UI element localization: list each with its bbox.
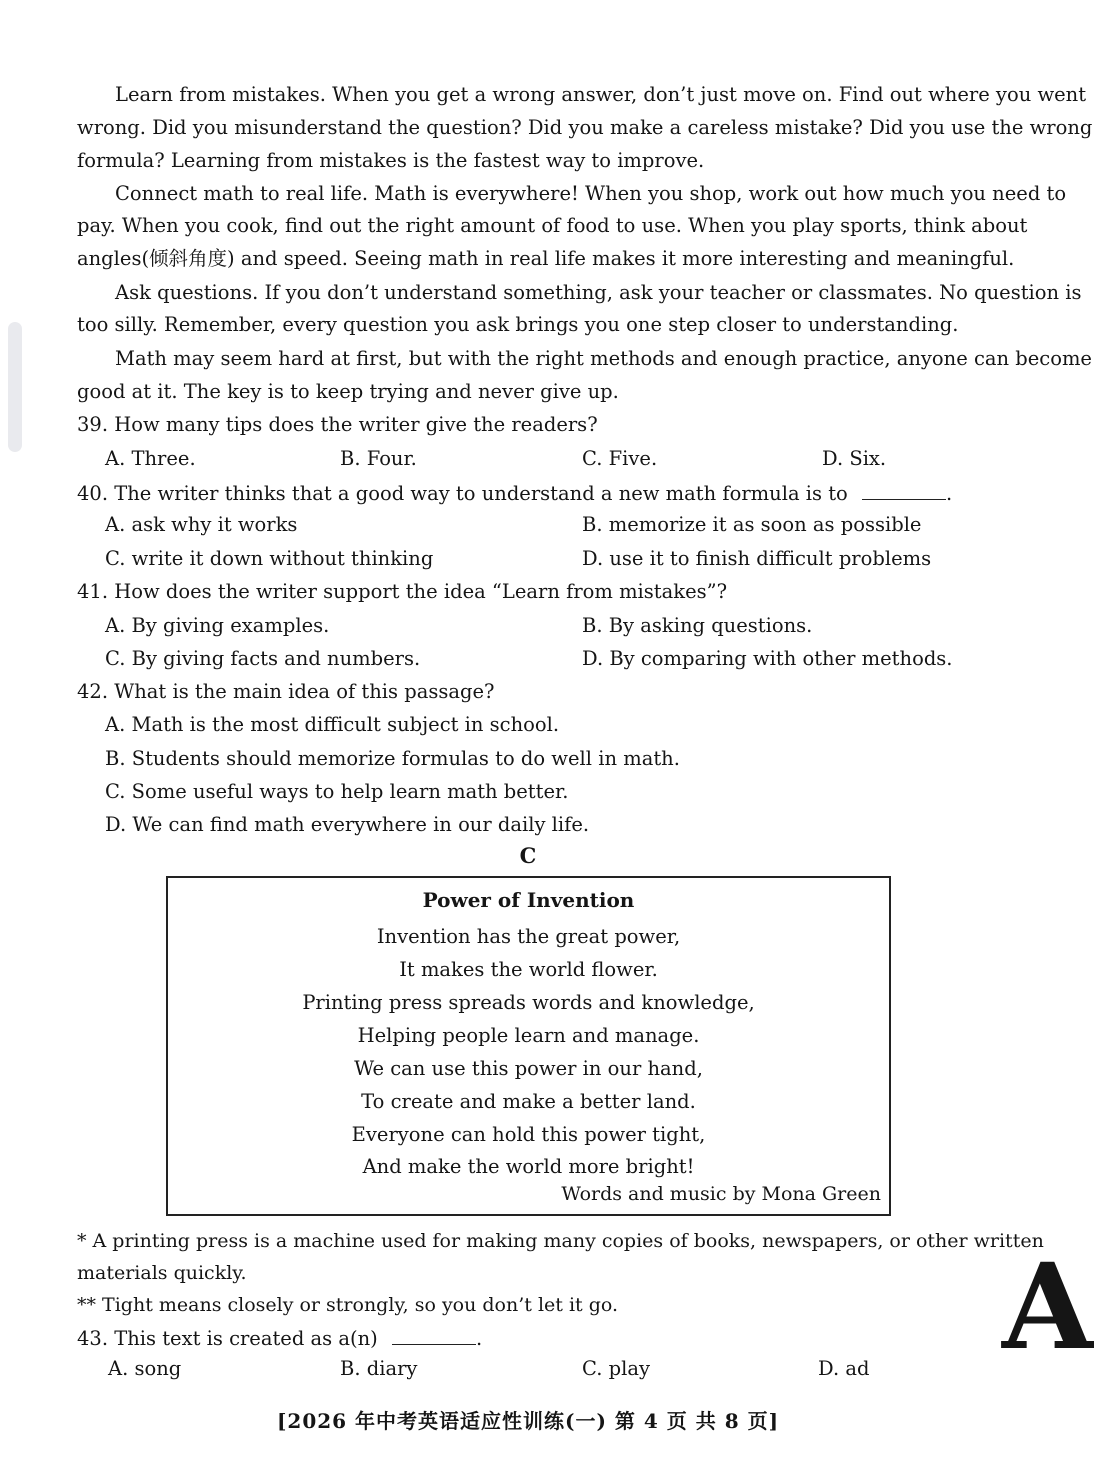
passage-line: wrong. Did you misunderstand the question? Did you make a careless mistake? Did you use the wrong [77,116,1093,139]
option-42c: C. Some useful ways to help learn math better. [105,780,569,803]
footnote-printing-press-cont: materials quickly. [77,1262,247,1284]
answer-blank [862,479,946,500]
scroll-indicator [8,322,22,452]
passage-line: pay. When you cook, find out the right amount of food to use. When you play sports, think about [77,214,1028,237]
poem-line: To create and make a better land. [361,1090,696,1113]
answer-blank [392,1324,476,1345]
passage-line: formula? Learning from mistakes is the fastest way to improve. [77,149,705,172]
passage-line: angles(倾斜角度) and speed. Seeing math in real life makes it more interesting and meaningful. [77,247,1015,270]
option-39a: A. Three. [105,447,196,470]
question-43-end: . [475,1327,483,1350]
option-43b: B. diary [340,1357,418,1380]
option-40c: C. write it down without thinking [105,547,434,570]
question-40-end: . [946,482,953,505]
passage-line: Ask questions. If you don’t understand something, ask your teacher or classmates. No question is [115,281,1082,304]
poem-line: Printing press spreads words and knowledge, [302,991,755,1014]
poem-box [166,876,891,1216]
option-39c: C. Five. [582,447,658,470]
passage-line: good at it. The key is to keep trying and never give up. [77,380,619,403]
option-40a: A. ask why it works [105,513,298,536]
passage-line: Connect math to real life. Math is everywhere! When you shop, work out how much you need to [115,182,1067,205]
option-41b: B. By asking questions. [582,614,813,637]
option-40d: D. use it to finish difficult problems [582,547,932,570]
poem-line: And make the world more bright! [362,1155,695,1178]
question-42: 42. What is the main idea of this passage? [77,680,495,703]
passage-line: too silly. Remember, every question you ask brings you one step closer to understanding. [77,313,959,336]
passage-line: Learn from mistakes. When you get a wrong answer, don’t just move on. Find out where you went [115,83,1087,106]
option-42b: B. Students should memorize formulas to do well in math. [105,747,680,770]
poem-line: We can use this power in our hand, [354,1057,703,1080]
poem-title: Power of Invention [422,888,635,912]
option-40b: B. memorize it as soon as possible [582,513,922,536]
poem-line: Everyone can hold this power tight, [351,1123,706,1146]
page-footer: [2026 年中考英语适应性训练(一) 第 4 页 共 8 页] [276,1409,780,1433]
answer-letter-mark: A [1002,1237,1094,1376]
footnote-tight: ** Tight means closely or strongly, so you don’t let it go. [77,1294,618,1316]
question-39: 39. How many tips does the writer give the readers? [77,413,598,436]
passage-line: Math may seem hard at first, but with the right methods and enough practice, anyone can become [115,347,1092,370]
option-43c: C. play [582,1357,650,1380]
poem-line: It makes the world flower. [399,958,658,981]
question-41: 41. How does the writer support the idea “Learn from mistakes”? [77,580,728,603]
poem-line: Invention has the great power, [376,925,681,948]
section-label: C [519,843,537,868]
option-42d: D. We can find math everywhere in our daily life. [105,813,590,836]
footnote-printing-press: * A printing press is a machine used for making many copies of books, newspapers, or other written [77,1230,1044,1252]
option-41d: D. By comparing with other methods. [582,647,953,670]
option-43a: A. song [108,1357,182,1380]
option-39b: B. Four. [340,447,417,470]
question-40-stem: 40. The writer thinks that a good way to understand a new math formula is to [77,482,848,505]
option-39d: D. Six. [822,447,887,470]
poem-line: Helping people learn and manage. [357,1024,700,1047]
option-41a: A. By giving examples. [105,614,330,637]
question-40 [77,479,952,507]
option-42a: A. Math is the most difficult subject in school. [105,713,560,736]
option-43d: D. ad [818,1357,870,1380]
question-43-stem: 43. This text is created as a(n) [77,1327,378,1350]
option-41c: C. By giving facts and numbers. [105,647,421,670]
poem-credit: Words and music by Mona Green [561,1183,881,1205]
question-43 [77,1324,482,1352]
